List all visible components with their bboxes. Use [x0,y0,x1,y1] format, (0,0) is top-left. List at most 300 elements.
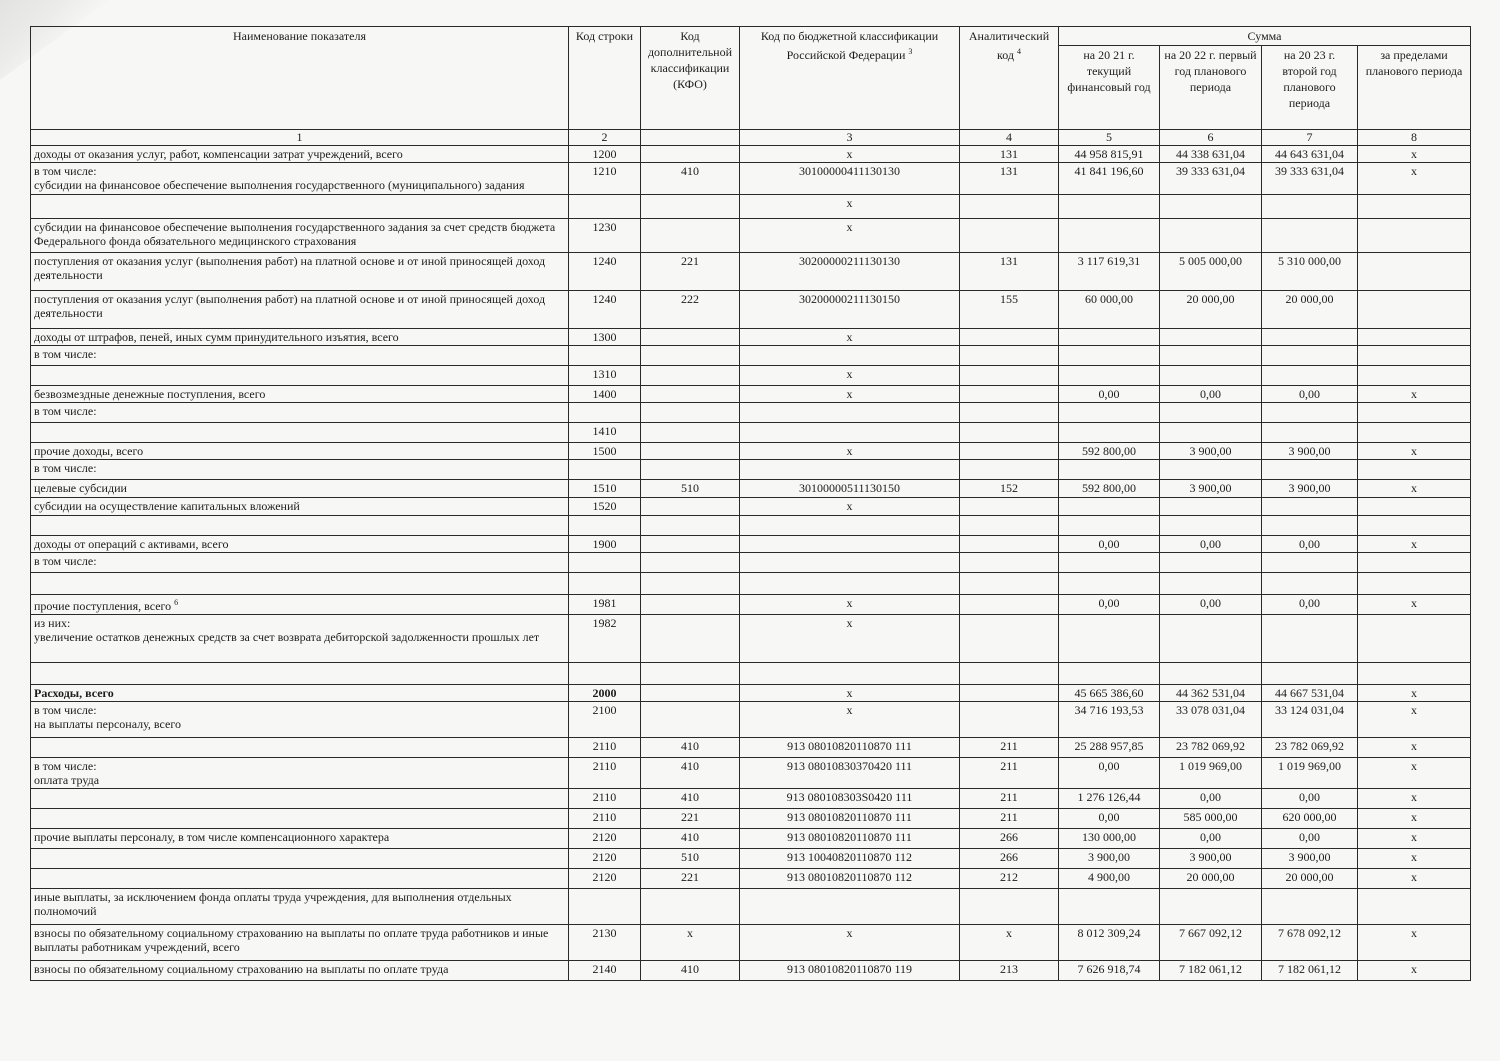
row-name: безвозмездные денежные поступления, всего [31,386,569,403]
cell-y4 [1358,219,1471,253]
cell-kfo [641,536,740,553]
cell-bk: х [740,595,960,615]
cell-y2: 0,00 [1160,536,1262,553]
cell-bk: х [740,498,960,516]
table-row [31,403,1471,423]
cell-y4: х [1358,849,1471,869]
cell-y3: 39 333 631,04 [1262,163,1358,195]
cell-y2: 44 338 631,04 [1160,146,1262,163]
cell-an [960,573,1059,595]
row-name: поступления от оказания услуг (выполнения работ) на платной основе и от иной приносящей доход деятельности [31,253,569,291]
cell-bk: 913 08010820110870 111 [740,829,960,849]
cell-kfo [641,573,740,595]
cell-kfo [641,460,740,480]
cell-an [960,685,1059,702]
cell-bk [740,403,960,423]
cell-y1: 41 841 196,60 [1059,163,1160,195]
cell-y3: 7 678 092,12 [1262,925,1358,961]
colnum: 6 [1160,130,1262,146]
colnum: 7 [1262,130,1358,146]
row-name: субсидии на осуществление капитальных вложений [31,498,569,516]
table-row [31,889,1471,925]
cell-y3 [1262,516,1358,536]
cell-y3: 620 000,00 [1262,809,1358,829]
row-name: в том числе: [31,403,569,423]
cell-y4 [1358,663,1471,685]
table-row [31,595,1471,615]
cell-kfo [641,516,740,536]
cell-y1 [1059,516,1160,536]
cell-y2: 3 900,00 [1160,480,1262,498]
cell-y4 [1358,403,1471,423]
cell-kfo: х [641,925,740,961]
cell-kfo: 410 [641,961,740,981]
cell-bk: х [740,146,960,163]
cell-y4 [1358,253,1471,291]
cell-bk: х [740,615,960,663]
cell-bk: 913 10040820110870 112 [740,849,960,869]
table-row [31,443,1471,460]
cell-y3: 44 643 631,04 [1262,146,1358,163]
cell-code: 1230 [569,219,641,253]
cell-bk: х [740,386,960,403]
table-row [31,809,1471,829]
cell-kfo [641,702,740,738]
cell-kfo [641,443,740,460]
cell-y2: 585 000,00 [1160,809,1262,829]
cell-code: 1300 [569,329,641,346]
table-row [31,219,1471,253]
cell-code: 1500 [569,443,641,460]
cell-y1 [1059,498,1160,516]
cell-y3: 7 182 061,12 [1262,961,1358,981]
cell-code: 2110 [569,738,641,758]
cell-code: 1240 [569,291,641,329]
cell-y4: х [1358,829,1471,849]
cell-y2 [1160,423,1262,443]
row-name: доходы от операций с активами, всего [31,536,569,553]
cell-code: 1981 [569,595,641,615]
cell-an [960,443,1059,460]
table-row [31,738,1471,758]
cell-y4 [1358,615,1471,663]
table-row [31,536,1471,553]
cell-y1: 3 117 619,31 [1059,253,1160,291]
cell-bk: 913 08010820110870 119 [740,961,960,981]
cell-an: 212 [960,869,1059,889]
cell-code: 1240 [569,253,641,291]
cell-code: 1210 [569,163,641,195]
cell-y1: 130 000,00 [1059,829,1160,849]
cell-y1 [1059,329,1160,346]
row-name: в том числе: оплата труда [31,758,569,789]
cell-kfo [641,615,740,663]
cell-y3 [1262,663,1358,685]
row-name: целевые субсидии [31,480,569,498]
cell-y4: х [1358,925,1471,961]
cell-y3: 33 124 031,04 [1262,702,1358,738]
cell-an: 213 [960,961,1059,981]
table-row [31,460,1471,480]
cell-kfo: 222 [641,291,740,329]
cell-y1: 0,00 [1059,758,1160,789]
cell-y4 [1358,516,1471,536]
cell-y3 [1262,573,1358,595]
table-row [31,291,1471,329]
cell-y1: 44 958 815,91 [1059,146,1160,163]
cell-y4: х [1358,809,1471,829]
colnum: 8 [1358,130,1471,146]
cell-y1: 0,00 [1059,386,1160,403]
header-year-1: на 20 21 г. текущий финансовый год [1059,46,1160,130]
table-row [31,829,1471,849]
table-row [31,195,1471,219]
row-name: в том числе: [31,346,569,366]
cell-y4: х [1358,443,1471,460]
row-name: Расходы, всего [31,685,569,702]
cell-y1: 25 288 957,85 [1059,738,1160,758]
cell-y1: 3 900,00 [1059,849,1160,869]
cell-kfo [641,329,740,346]
cell-an: 211 [960,809,1059,829]
row-name: прочие выплаты персоналу, в том числе компенсационного характера [31,829,569,849]
cell-code [569,573,641,595]
row-name: в том числе: на выплаты персоналу, всего [31,702,569,738]
row-name: прочие поступления, всего $^6$ [31,595,569,615]
table-row [31,423,1471,443]
row-name [31,738,569,758]
cell-y3: 0,00 [1262,536,1358,553]
cell-bk: 913 080108303S0420 111 [740,789,960,809]
cell-y3: 3 900,00 [1262,443,1358,460]
cell-kfo [641,889,740,925]
cell-kfo [641,595,740,615]
table-row [31,702,1471,738]
cell-y1 [1059,403,1160,423]
cell-y2 [1160,219,1262,253]
row-name [31,789,569,809]
cell-kfo [641,219,740,253]
header-kfo: Код дополнительной классификации (КФО) [641,27,740,130]
column-numbers-row [31,130,1471,146]
row-name [31,573,569,595]
cell-an [960,889,1059,925]
cell-y1: 45 665 386,60 [1059,685,1160,702]
header-code: Код строки [569,27,641,130]
cell-y4: х [1358,480,1471,498]
cell-y3 [1262,889,1358,925]
cell-bk: 30200000211130150 [740,291,960,329]
cell-y3: 20 000,00 [1262,291,1358,329]
colnum: 3 [740,130,960,146]
cell-y4 [1358,889,1471,925]
cell-bk: 30200000211130130 [740,253,960,291]
cell-y2 [1160,346,1262,366]
table-row [31,573,1471,595]
cell-y2 [1160,573,1262,595]
cell-y4: х [1358,386,1471,403]
table-row [31,615,1471,663]
cell-kfo: 221 [641,869,740,889]
cell-y2: 39 333 631,04 [1160,163,1262,195]
cell-code: 2130 [569,925,641,961]
cell-y4: х [1358,685,1471,702]
cell-y3: 0,00 [1262,386,1358,403]
cell-kfo [641,553,740,573]
header-bk: Код по бюджетной классификации Российской Федерации $^3$ [740,27,960,130]
table-row [31,685,1471,702]
cell-code [569,346,641,366]
cell-y2 [1160,663,1262,685]
cell-y4 [1358,346,1471,366]
table-row [31,480,1471,498]
cell-an: 266 [960,849,1059,869]
cell-y2 [1160,329,1262,346]
cell-y1 [1059,460,1160,480]
cell-y1: 0,00 [1059,809,1160,829]
cell-y3: 0,00 [1262,789,1358,809]
cell-code: 2120 [569,849,641,869]
row-name: в том числе: субсидии на финансовое обеспечение выполнения государственного (муниципального) задания [31,163,569,195]
cell-code: 1900 [569,536,641,553]
cell-y3: 44 667 531,04 [1262,685,1358,702]
cell-y2: 0,00 [1160,789,1262,809]
cell-code [569,553,641,573]
cell-an [960,460,1059,480]
cell-code: 2120 [569,869,641,889]
header-year-3: на 20 23 г. второй год планового периода [1262,46,1358,130]
row-name: из них: увеличение остатков денежных средств за счет возврата дебиторской задолженности прошлых лет [31,615,569,663]
cell-an: 266 [960,829,1059,849]
row-name [31,516,569,536]
cell-code [569,889,641,925]
row-name: поступления от оказания услуг (выполнения работ) на платной основе и от иной приносящей доход деятельности [31,291,569,329]
cell-bk [740,346,960,366]
cell-code: 2110 [569,809,641,829]
cell-y2: 20 000,00 [1160,869,1262,889]
cell-code: 1410 [569,423,641,443]
row-name [31,809,569,829]
row-name [31,423,569,443]
plan-table [30,26,1471,981]
table-row [31,516,1471,536]
cell-code: 1982 [569,615,641,663]
cell-y3: 5 310 000,00 [1262,253,1358,291]
cell-y4 [1358,366,1471,386]
cell-kfo: 410 [641,738,740,758]
cell-bk [740,516,960,536]
cell-an: 211 [960,758,1059,789]
header-analytic: Аналитический код $^4$ [960,27,1059,130]
cell-kfo [641,423,740,443]
cell-y2: 7 182 061,12 [1160,961,1262,981]
cell-bk: 913 08010820110870 112 [740,869,960,889]
cell-y4: х [1358,146,1471,163]
cell-code: 2110 [569,789,641,809]
cell-y2: 1 019 969,00 [1160,758,1262,789]
cell-code: 1310 [569,366,641,386]
cell-y4: х [1358,789,1471,809]
cell-kfo [641,498,740,516]
cell-y4 [1358,498,1471,516]
cell-y3 [1262,329,1358,346]
cell-y3: 20 000,00 [1262,869,1358,889]
cell-bk: 913 08010820110870 111 [740,738,960,758]
cell-y1 [1059,423,1160,443]
cell-kfo: 221 [641,253,740,291]
cell-code: 2110 [569,758,641,789]
table-row [31,329,1471,346]
cell-code: 1510 [569,480,641,498]
cell-y3 [1262,403,1358,423]
row-name [31,869,569,889]
table-row [31,849,1471,869]
cell-y2: 23 782 069,92 [1160,738,1262,758]
cell-kfo [641,386,740,403]
cell-an: 131 [960,146,1059,163]
cell-y2: 33 078 031,04 [1160,702,1262,738]
cell-code: 1200 [569,146,641,163]
cell-y2 [1160,195,1262,219]
cell-y3: 23 782 069,92 [1262,738,1358,758]
table-row [31,789,1471,809]
cell-code [569,663,641,685]
cell-y2: 0,00 [1160,595,1262,615]
cell-bk: 913 08010820110870 111 [740,809,960,829]
row-name: в том числе: [31,553,569,573]
cell-y3: 1 019 969,00 [1262,758,1358,789]
cell-bk [740,663,960,685]
cell-an [960,663,1059,685]
cell-y1: 7 626 918,74 [1059,961,1160,981]
cell-y2 [1160,615,1262,663]
cell-y2 [1160,460,1262,480]
cell-an [960,595,1059,615]
cell-y4 [1358,329,1471,346]
row-name [31,663,569,685]
cell-code [569,403,641,423]
cell-kfo [641,366,740,386]
cell-an [960,366,1059,386]
cell-y3 [1262,346,1358,366]
cell-y2: 0,00 [1160,386,1262,403]
cell-bk: х [740,195,960,219]
colnum: 5 [1059,130,1160,146]
cell-kfo: 221 [641,809,740,829]
cell-y4: х [1358,961,1471,981]
cell-an [960,423,1059,443]
header-name: Наименование показателя [31,27,569,130]
cell-y4 [1358,460,1471,480]
cell-y2: 7 667 092,12 [1160,925,1262,961]
row-name [31,366,569,386]
cell-y3 [1262,423,1358,443]
cell-kfo [641,146,740,163]
cell-y4 [1358,291,1471,329]
cell-y1 [1059,553,1160,573]
cell-y3: 3 900,00 [1262,480,1358,498]
cell-an [960,498,1059,516]
table-row [31,346,1471,366]
cell-y1 [1059,346,1160,366]
table-row [31,146,1471,163]
row-name: субсидии на финансовое обеспечение выполнения государственного задания за счет средств бюджета Федерального фонда обязательного медицинского страхования [31,219,569,253]
row-name [31,195,569,219]
cell-y2 [1160,498,1262,516]
table-row [31,663,1471,685]
cell-code: 2100 [569,702,641,738]
cell-y3: 3 900,00 [1262,849,1358,869]
cell-code [569,195,641,219]
colnum [641,130,740,146]
row-name: прочие доходы, всего [31,443,569,460]
cell-y3 [1262,195,1358,219]
cell-y3 [1262,498,1358,516]
cell-y1: 592 800,00 [1059,480,1160,498]
row-name: взносы по обязательному социальному страхованию на выплаты по оплате труда [31,961,569,981]
cell-an [960,403,1059,423]
cell-y1: 0,00 [1059,595,1160,615]
cell-an [960,386,1059,403]
cell-code [569,460,641,480]
cell-bk: х [740,702,960,738]
cell-y1 [1059,889,1160,925]
cell-kfo: 410 [641,789,740,809]
cell-kfo [641,195,740,219]
header-sum: Сумма [1059,27,1471,46]
cell-y1 [1059,219,1160,253]
table-row [31,163,1471,195]
cell-y3 [1262,553,1358,573]
cell-y1: 34 716 193,53 [1059,702,1160,738]
cell-an: 211 [960,738,1059,758]
cell-bk [740,553,960,573]
cell-y3: 0,00 [1262,829,1358,849]
cell-bk: х [740,685,960,702]
cell-y3: 0,00 [1262,595,1358,615]
row-name: доходы от штрафов, пеней, иных сумм принудительного изъятия, всего [31,329,569,346]
cell-bk [740,889,960,925]
cell-kfo [641,403,740,423]
row-name: иные выплаты, за исключением фонда оплаты труда учреждения, для выполнения отдельных полномочий [31,889,569,925]
cell-y2: 5 005 000,00 [1160,253,1262,291]
cell-y4: х [1358,869,1471,889]
cell-y3 [1262,460,1358,480]
cell-y1 [1059,366,1160,386]
cell-y2: 44 362 531,04 [1160,685,1262,702]
cell-code: 2120 [569,829,641,849]
cell-an [960,615,1059,663]
cell-bk: 913 08010830370420 111 [740,758,960,789]
row-name [31,849,569,869]
row-name: в том числе: [31,460,569,480]
cell-an [960,219,1059,253]
table-row [31,925,1471,961]
colnum: 1 [31,130,569,146]
cell-y2 [1160,403,1262,423]
cell-y2: 20 000,00 [1160,291,1262,329]
cell-kfo: 510 [641,480,740,498]
cell-an: 155 [960,291,1059,329]
table-row [31,869,1471,889]
cell-y1: 60 000,00 [1059,291,1160,329]
cell-code [569,516,641,536]
cell-bk: х [740,443,960,460]
cell-y4 [1358,195,1471,219]
cell-y1 [1059,663,1160,685]
cell-y2: 0,00 [1160,829,1262,849]
cell-y2 [1160,366,1262,386]
